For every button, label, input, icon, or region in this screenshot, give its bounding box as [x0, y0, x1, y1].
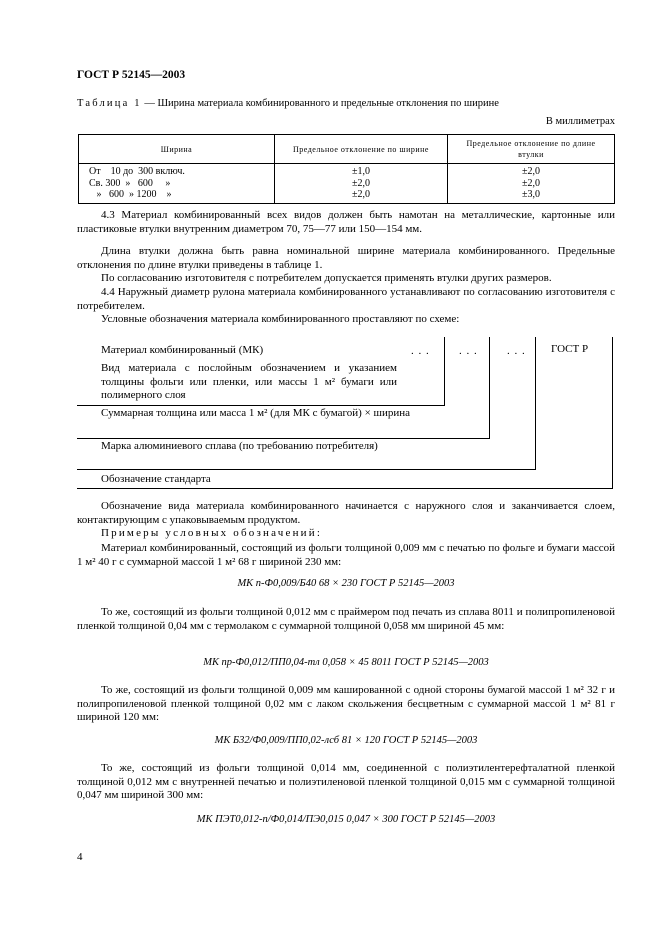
- paragraph-agreement: По согласованию изготовителя с потребителем допускается применять втулки других размеров.: [101, 272, 552, 284]
- paragraph-4-3: 4.3 Материал комбинированный всех видов должен быть намотан на металлические, картонные или пластиковые втулки внутренним диаметром 70, 75—77 или 150—154 мм.: [77, 209, 615, 235]
- example-1-text: Материал комбинированный, состоящий из фольги толщиной 0,009 мм с печатью по фольге и бумаги массой 1 м² 40 г с суммарной массой 1 м² 68 г шириной 230 мм:: [77, 542, 615, 568]
- scheme-row-alloy: Марка алюминиевого сплава (по требованию потребителя): [101, 440, 378, 452]
- scheme-placeholder-3: . . .: [507, 345, 526, 357]
- scheme-gost-label: ГОСТ Р: [551, 343, 589, 355]
- table-cell: ±3,0: [522, 189, 540, 200]
- table-cell: ±2,0: [352, 177, 370, 189]
- page-number: 4: [77, 851, 83, 863]
- document-header: ГОСТ Р 52145—2003: [77, 69, 186, 81]
- table-header-width: Ширина: [79, 135, 275, 164]
- scheme-row-standard: Обозначение стандарта: [101, 473, 211, 485]
- scheme-hline-3: [77, 469, 536, 470]
- scheme-vline-4: [612, 337, 613, 489]
- table-cell: ±1,0: [352, 166, 370, 177]
- examples-heading: Примеры условных обозначений:: [101, 527, 323, 539]
- table-units: В миллиметрах: [545, 116, 615, 127]
- example-2-formula: МК пр-Ф0,012/ПП0,04-тл 0,058 × 45 8011 ГОСТ Р 52145—2003: [203, 657, 489, 668]
- table-header-width-tolerance: Предельное отклонение по ширине: [275, 135, 448, 164]
- table-cell: Св. 300 » 600 »: [89, 177, 171, 189]
- scheme-row-thickness: Суммарная толщина или масса 1 м² (для МК с бумагой) × ширина: [101, 407, 411, 419]
- scheme-row-type-text: Вид материала с послойным обозначением и указанием толщины фольги или пленки, или массы 1 м² бумаги или полимерного слоя: [101, 362, 397, 401]
- example-4-formula: МК ПЭТ0,012-п/Ф0,014/ПЭ0,015 0,047 × 300 ГОСТ Р 52145—2003: [196, 814, 496, 825]
- scheme-hline-2: [77, 438, 490, 439]
- example-3-text: То же, состоящий из фольги толщиной 0,009 мм кашированной с одной стороны бумагой массой 1 м² 32 г и полипропиленовой пленкой толщиной 0,02 мм с лаком скольжения бесцветным с суммарной массой 1 м² 81 г шириной 120 мм:: [77, 684, 615, 723]
- table-caption-prefix: Таблица 1: [77, 98, 142, 109]
- designation-scheme: [77, 337, 617, 489]
- table-cell: От 10 до 300 включ.: [89, 166, 185, 177]
- scheme-row-type: [101, 362, 397, 403]
- table-cell: » 600 » 1200 »: [89, 189, 172, 200]
- scheme-vline-2: [489, 337, 490, 438]
- example-1-formula: МК п-Ф0,009/Б40 68 × 230 ГОСТ Р 52145—2003: [237, 578, 455, 589]
- scheme-vline-1: [444, 337, 445, 405]
- example-4-text: То же, состоящий из фольги толщиной 0,014 мм, соединенной с полиэтилентерефталатной пленкой толщиной 0,012 мм с внутренней печатью и полиэтиленовой пленкой толщиной 0,015 мм с суммарной толщиной 0,047 мм шириной 300 мм:: [77, 762, 615, 801]
- width-tolerance-table: [78, 134, 615, 204]
- table-cell: ±2,0: [352, 189, 370, 200]
- table-body-row: [79, 164, 615, 204]
- scheme-placeholder-1: . . .: [411, 345, 430, 357]
- scheme-hline-4: [77, 488, 613, 489]
- paragraph-sleeve-length: Длина втулки должна быть равна номинальной ширине материала комбинированного. Предельные отклонения по длине втулки приведены в таблице 1.: [77, 245, 615, 271]
- table-header-row: [79, 135, 615, 164]
- scheme-placeholder-2: . . .: [459, 345, 478, 357]
- table-cell-widths: [79, 164, 275, 204]
- table-cell: ±2,0: [522, 166, 540, 177]
- table-cell: ±2,0: [522, 177, 540, 189]
- paragraph-4-4: 4.4 Наружный диаметр рулона материала комбинированного устанавливают по согласованию изготовителя с потребителем.: [77, 286, 615, 312]
- table-caption: [77, 98, 499, 109]
- example-2-text: То же, состоящий из фольги толщиной 0,012 мм с праймером под печать из сплава 8011 и полипропиленовой пленкой толщиной 0,04 мм с термолаком с суммарной толщиной 0,058 мм шириной 45 мм:: [77, 606, 615, 632]
- scheme-vline-3: [535, 337, 536, 469]
- table-header-length-tolerance: Предельное отклонение по длине втулки: [448, 135, 615, 164]
- table-cell-width-tolerances: [275, 164, 448, 204]
- scheme-hline-1: [77, 405, 445, 406]
- table-caption-text: — Ширина материала комбинированного и предельные отклонения по ширине: [141, 98, 499, 109]
- example-3-formula: МК Б32/Ф0,009/ПП0,02-лсб 81 × 120 ГОСТ Р 52145—2003: [214, 735, 478, 746]
- paragraph-designation: Обозначение вида материала комбинированного начинается с наружного слоя и заканчивается слоем, контактирующим с упаковываемым продуктом.: [77, 500, 615, 526]
- paragraph-scheme-intro: Условные обозначения материала комбинированного проставляют по схеме:: [101, 313, 460, 325]
- table-cell-length-tolerances: [448, 164, 615, 204]
- scheme-row-material: Материал комбинированный (МК): [101, 344, 264, 356]
